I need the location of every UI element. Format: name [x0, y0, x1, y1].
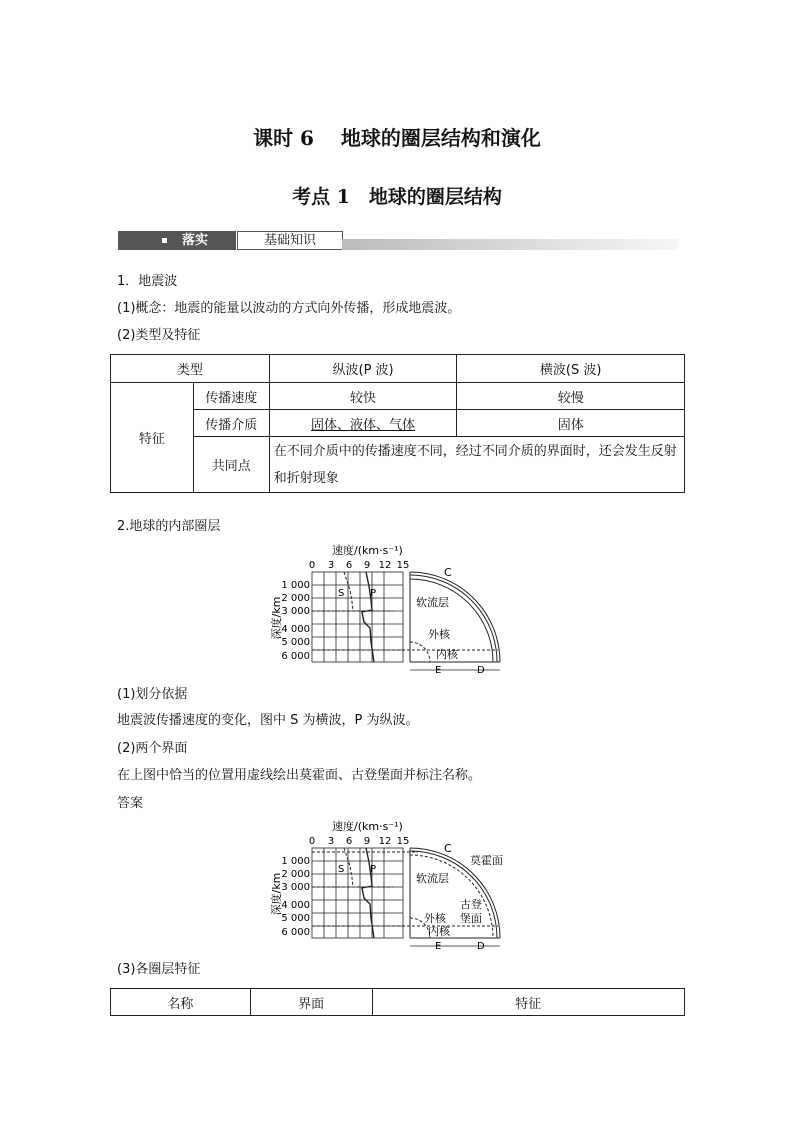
x-tick: 9	[363, 560, 371, 571]
asthenosphere-label: 软流层	[416, 596, 449, 609]
outer-core-label: 外核	[424, 912, 446, 925]
basis-text: 地震波传播速度的变化，图中 S 为横波，P 为纵波。	[117, 713, 419, 728]
s-label: S	[338, 864, 345, 875]
earth-interior-figure	[268, 542, 508, 677]
x-tick: 15	[396, 560, 410, 571]
y-tick-labels	[281, 580, 310, 662]
banner-label-box	[118, 231, 236, 250]
answer-label: 答案	[117, 796, 144, 811]
x-tick: 0	[308, 560, 316, 571]
medium-s: 固体	[457, 410, 685, 437]
table-row	[111, 989, 685, 1016]
header-p-wave: 纵波(P 波)	[269, 355, 457, 383]
common-label: 共同点	[193, 437, 269, 493]
x-tick: 3	[327, 560, 335, 571]
table-row	[111, 383, 685, 410]
header-name: 名称	[111, 989, 251, 1016]
y-tick: 5 000	[281, 913, 310, 924]
y-tick: 5 000	[281, 637, 310, 648]
interfaces-text: 在上图中恰当的位置用虚线绘出莫霍面、古登堡面并标注名称。	[117, 768, 482, 783]
table-row	[111, 410, 685, 437]
s-wave-curve	[344, 572, 353, 611]
common-text: 在不同介质中的传播速度不同，经过不同介质的界面时，还会发生反射和折射现象	[269, 437, 684, 493]
y-axis-title: 深度/km	[270, 596, 283, 640]
x-tick-labels	[309, 560, 410, 571]
medium-label: 传播介质	[193, 410, 269, 437]
lesson-title: 课时 6 地球的圈层结构和演化	[253, 126, 541, 150]
y-tick: 3 000	[281, 882, 310, 893]
y-tick: 1 000	[281, 580, 310, 591]
answer-figure	[268, 818, 508, 953]
section-2-heading: 2.地球的内部圈层	[117, 519, 221, 534]
d-label: D	[477, 665, 485, 676]
x-tick: 3	[327, 836, 335, 847]
gutenberg-label-2: 堡面	[460, 912, 482, 925]
x-tick: 0	[308, 836, 316, 847]
x-tick: 15	[396, 836, 410, 847]
speed-label: 传播速度	[193, 383, 269, 410]
y-tick: 4 000	[281, 624, 310, 635]
x-tick-labels	[309, 836, 410, 847]
wave-type-table	[110, 354, 685, 493]
y-tick: 6 000	[281, 651, 310, 662]
y-tick-labels	[281, 856, 310, 938]
table-row	[111, 355, 685, 383]
y-tick: 2 000	[281, 593, 310, 604]
banner-tag: 基础知识	[237, 231, 343, 250]
knowledge-point-title: 考点 1 地球的圈层结构	[292, 186, 502, 208]
s-label: S	[338, 588, 345, 599]
d-label: D	[477, 941, 485, 952]
y-axis-title: 深度/km	[270, 872, 283, 916]
speed-p: 较快	[269, 383, 457, 410]
gutenberg-label-1: 古登	[460, 898, 482, 911]
square-bullet-icon	[162, 238, 167, 243]
y-tick: 6 000	[281, 927, 310, 938]
speed-s: 较慢	[457, 383, 685, 410]
banner-gradient-bar	[342, 239, 678, 250]
y-tick: 2 000	[281, 869, 310, 880]
layers-heading: (3)各圈层特征	[117, 962, 201, 977]
chart-grid	[312, 848, 403, 938]
medium-p: 固体、液体、气体	[269, 410, 457, 437]
axis-title: 速度/(km·s⁻¹)	[332, 544, 403, 557]
x-tick: 6	[345, 560, 353, 571]
axis-title: 速度/(km·s⁻¹)	[332, 820, 403, 833]
section-1-heading: 1．地震波	[117, 274, 178, 289]
header-interface: 界面	[250, 989, 372, 1016]
header-feature: 特征	[372, 989, 684, 1016]
c-label: C	[444, 842, 452, 855]
p-label: P	[370, 864, 377, 875]
table-row	[111, 437, 685, 493]
chart-grid	[312, 572, 403, 662]
interfaces-heading: (2)两个界面	[117, 741, 188, 756]
layer-table	[110, 988, 685, 1016]
header-s-wave: 横波(S 波)	[457, 355, 685, 383]
feature-label: 特征	[111, 383, 194, 493]
y-tick: 4 000	[281, 900, 310, 911]
inner-core-label: 内核	[428, 925, 450, 938]
basis-heading: (1)划分依据	[117, 687, 188, 702]
c-label: C	[444, 566, 452, 579]
section-banner	[118, 231, 678, 251]
banner-label: 落实	[182, 233, 209, 248]
inner-core-label: 内核	[436, 648, 458, 661]
types-heading: (2)类型及特征	[117, 328, 201, 343]
moho-label: 莫霍面	[470, 854, 503, 867]
y-tick: 1 000	[281, 856, 310, 867]
y-tick: 3 000	[281, 606, 310, 617]
header-type: 类型	[111, 355, 270, 383]
x-tick: 6	[345, 836, 353, 847]
s-wave-curve	[344, 848, 353, 887]
x-tick: 12	[378, 836, 392, 847]
e-label: E	[435, 665, 442, 676]
outer-core-label: 外核	[428, 628, 450, 641]
e-label: E	[435, 941, 442, 952]
concept-paragraph: (1)概念：地震的能量以波动的方式向外传播，形成地震波。	[117, 301, 461, 316]
x-tick: 12	[378, 560, 392, 571]
x-tick: 9	[363, 836, 371, 847]
p-label: P	[370, 588, 377, 599]
asthenosphere-label: 软流层	[416, 872, 449, 885]
